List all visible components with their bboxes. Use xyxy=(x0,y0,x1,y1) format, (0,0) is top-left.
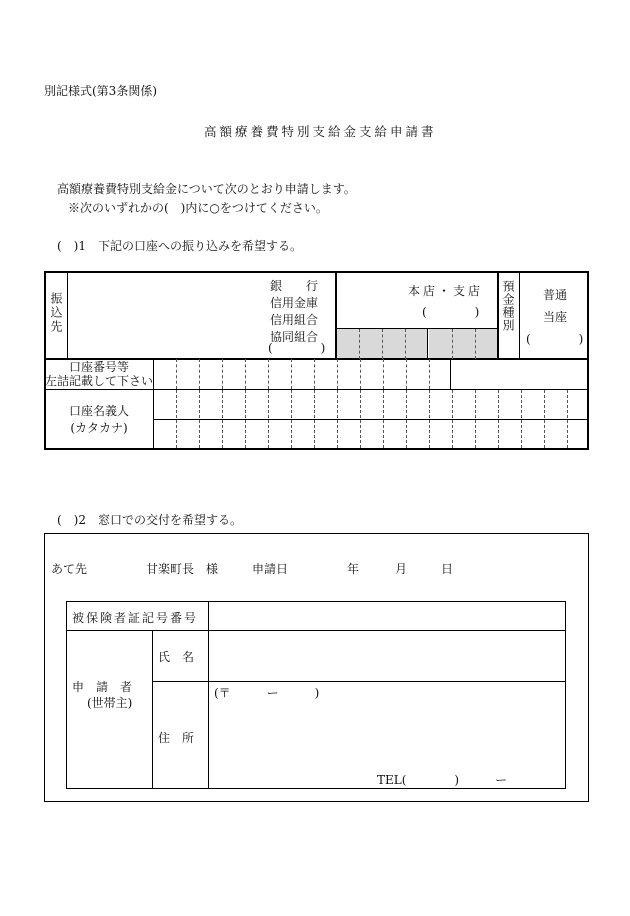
branch-name-paren: ( ) xyxy=(422,305,480,319)
deposit-toza[interactable]: 当座 xyxy=(543,310,568,324)
name-label: 氏 名 xyxy=(158,650,195,664)
day-label: 日 xyxy=(441,562,454,576)
tel-field[interactable]: TEL( ) ー xyxy=(377,773,508,787)
option-1-text: ( )1 下記の口座への振り込みを希望する。 xyxy=(57,239,302,253)
applicant-label: 申 請 者 xyxy=(72,680,133,694)
form-label: 別記様式(第3条関係) xyxy=(44,84,157,98)
branch-code-cell-b[interactable] xyxy=(429,329,497,359)
insured-number-label: 被保険者証記号番号 xyxy=(72,611,199,625)
bank-type-shinkumi: 信用組合 xyxy=(270,313,319,327)
householder-label: (世帯主) xyxy=(87,696,133,710)
branch-label: 本店・支店 xyxy=(408,284,484,298)
page-title: 高額療養費特別支給金支給申請書 xyxy=(204,124,437,139)
bank-type-ginko: 銀 行 xyxy=(270,279,319,293)
bank-type-list xyxy=(270,278,318,346)
instruction-note: ※次のいずれかの( )内に○をつけてください。 xyxy=(68,201,328,215)
insured-number-field[interactable] xyxy=(209,602,564,629)
account-holder-label: 口座名義人 (カタカナ) xyxy=(68,404,129,435)
option-2-text: ( )2 窓口での交付を希望する。 xyxy=(57,513,242,527)
addressee-label: あて先 xyxy=(51,562,88,576)
account-number-label: 口座番号等 左詰記載して下さい xyxy=(45,360,154,388)
bank-type-kyodo: 協同組合 xyxy=(270,330,319,344)
apply-date-label: 申請日 xyxy=(252,562,289,576)
name-field[interactable] xyxy=(209,631,564,680)
furikomi-label: 振込先 xyxy=(49,292,63,334)
mayor-name: 甘楽町長 様 xyxy=(146,562,219,576)
bank-name-paren: ( ) xyxy=(268,341,326,355)
postal-code-field[interactable]: (〒 ー ) xyxy=(214,686,320,700)
bank-type-shinkin: 信用金庫 xyxy=(270,296,319,310)
intro-text: 高額療養費特別支給金について次のとおり申請します。 xyxy=(57,182,356,196)
deposit-futsu[interactable]: 普通 xyxy=(543,288,568,302)
year-label: 年 xyxy=(347,562,360,576)
deposit-other-paren: ( ) xyxy=(526,332,584,346)
deposit-type-label: 預金種別 xyxy=(501,280,515,332)
address-label: 住 所 xyxy=(158,731,195,745)
month-label: 月 xyxy=(395,562,408,576)
